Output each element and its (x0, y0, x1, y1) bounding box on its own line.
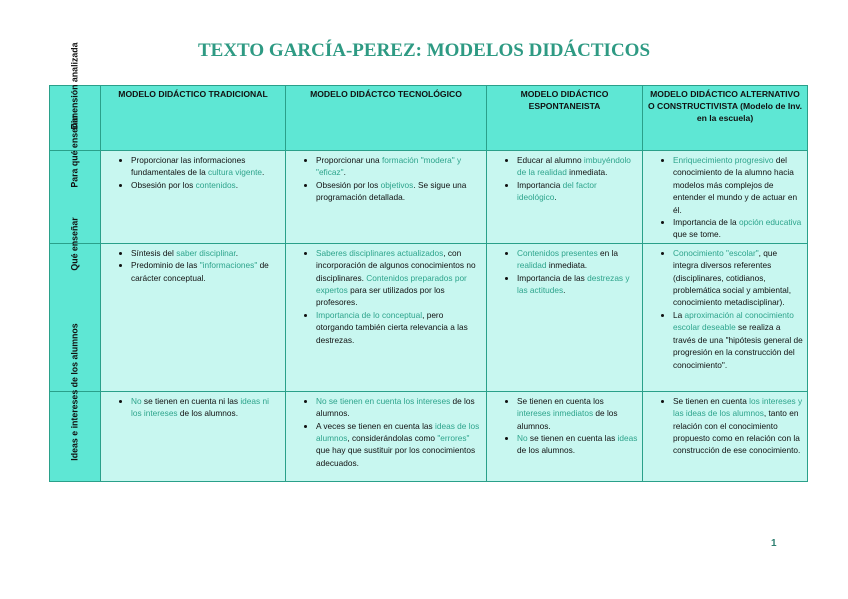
body-text: . Se sigue una programación detallada. (316, 179, 467, 203)
bullet-list (643, 244, 807, 373)
row-header-label: Ideas e intereses de los alumnos (69, 323, 80, 461)
row-header-cell (50, 323, 101, 481)
bullet-list (487, 151, 642, 206)
highlight-text: ideas ni los intereses (131, 395, 269, 419)
body-text: , con incorporación de algunos conocimientos no disciplinares. (316, 247, 476, 283)
highlight-text: aproximación al conocimiento escolar deseable (673, 309, 794, 333)
bullet-list (643, 392, 807, 459)
body-text: Síntesis del (131, 247, 177, 258)
table-cell (101, 151, 286, 244)
highlight-text: cultura vigente (208, 167, 262, 178)
highlight-text: realidad (517, 260, 547, 271)
body-text: Proporcionar una (316, 155, 382, 165)
row-header-label: Para qué enseñar (69, 114, 80, 188)
bullet-list (487, 392, 642, 459)
body-text: en la (597, 247, 619, 258)
bullet-list (101, 151, 285, 193)
list-item (131, 395, 281, 420)
list-item (131, 259, 281, 284)
body-text: se tienen en cuenta ni las (141, 395, 241, 406)
body-text: Predominio de las (131, 260, 200, 271)
body-text: , que integra diversos referentes (disciplinares, cotidianos, problemática social y ambiental, conocimiento metadisciplinar). (673, 247, 792, 308)
body-text: de los alumnos. (517, 445, 576, 456)
body-text: . (235, 247, 239, 258)
list-item (316, 179, 482, 204)
highlight-text: ideas de los alumnos (316, 420, 480, 444)
body-text: . (343, 167, 346, 178)
highlight-text: saber disciplinar (176, 247, 236, 258)
body-text: A veces se tienen en cuenta las (316, 420, 436, 431)
table-cell (487, 243, 643, 391)
body-text: , pero otorgando también cierta relevancia a las destrezas. (316, 309, 468, 345)
list-item (673, 395, 803, 457)
list-item (673, 216, 803, 241)
body-text: Educar al alumno (517, 155, 584, 165)
bullet-list (487, 244, 642, 299)
bullet-list (286, 151, 486, 206)
table-row (50, 151, 808, 244)
body-text: Proporcionar las informaciones fundamentales de la (131, 155, 246, 178)
highlight-text: "errores" (437, 433, 470, 444)
highlight-text: Contenidos presentes (517, 247, 598, 258)
body-text: del conocimiento de la alumno hacia modelos más complejos de entender el mundo y de actuar en él. (673, 155, 798, 215)
list-item (316, 395, 482, 420)
list-item (316, 420, 482, 470)
table-cell (487, 151, 643, 244)
highlight-text: Conocimiento "escolar" (673, 247, 759, 258)
table-cell (643, 391, 808, 481)
highlight-text: No (131, 395, 142, 406)
highlight-text: Enriquecimiento progresivo (673, 155, 774, 165)
body-text: . (262, 167, 265, 178)
body-text: Importancia de las (517, 272, 588, 283)
body-text: . (554, 192, 557, 203)
table-cell (286, 151, 487, 244)
body-text: inmediata. (546, 260, 588, 271)
bullet-list (101, 392, 285, 422)
column-header-traditional: MODELO DIDÁCTICO TRADICIONAL (101, 86, 286, 151)
body-text: Se tienen en cuenta los (517, 395, 604, 406)
body-text: se tienen en cuenta las (527, 433, 618, 444)
list-item (517, 272, 638, 297)
body-text: Importancia de la (673, 217, 739, 228)
body-text: Importancia (517, 179, 563, 190)
bullet-list (286, 392, 486, 471)
column-header-spontaneist: MODELO DIDÁCTICO ESPONTANEISTA (487, 86, 643, 151)
body-text: que se tome. (673, 229, 721, 240)
table-row (50, 391, 808, 481)
table-cell (286, 243, 487, 391)
list-item (673, 154, 803, 216)
header-row (50, 86, 808, 151)
table-cell (487, 391, 643, 481)
highlight-text: contenidos (195, 179, 236, 190)
body-text: para ser utilizados por los profesores. (316, 285, 445, 308)
list-item (517, 395, 638, 432)
highlight-text: imbuyéndolo de la realidad (517, 155, 631, 178)
list-item (131, 247, 281, 259)
list-item (131, 179, 281, 191)
highlight-text: del factor ideológico (517, 179, 597, 203)
list-item (673, 309, 803, 371)
list-item (316, 154, 482, 179)
highlight-text: intereses inmediatos (517, 408, 594, 419)
table-cell (643, 243, 808, 391)
page-title: TEXTO GARCÍA-PEREZ: MODELOS DIDÁCTICOS (197, 40, 651, 61)
bullet-list (101, 244, 285, 286)
table-cell (101, 243, 286, 391)
list-item (673, 247, 803, 309)
list-item (316, 247, 482, 309)
list-item (517, 432, 638, 457)
highlight-text: No (517, 433, 528, 444)
highlight-text: Saberes disciplinares actualizados (316, 247, 444, 258)
highlight-text: Importancia de lo conceptual (316, 309, 423, 320)
body-text: . (563, 285, 566, 296)
table-cell (286, 391, 487, 481)
body-text: Se tienen en cuenta (673, 395, 750, 406)
highlight-text: los intereses y las ideas de los alumnos (673, 395, 803, 419)
highlight-text: formación "modera" y "eficaz" (316, 155, 462, 178)
list-item (316, 309, 482, 346)
body-text: , considerándolas como (347, 433, 438, 444)
highlight-text: opción educativa (738, 217, 802, 228)
page-number: 1 (771, 538, 777, 549)
row-header-label: Qué enseñar (69, 217, 80, 271)
list-item (517, 247, 638, 272)
body-text: se realiza a través de una "hipótesis general de progresión en la construcción del conocimiento". (673, 322, 803, 370)
list-item (131, 154, 281, 179)
body-text: que hay que sustituir por los conocimientos adecuados. (316, 445, 476, 468)
body-text: La (673, 309, 685, 320)
column-header-technological: MODELO DIDÁCTCO TECNOLÓGICO (286, 86, 487, 151)
highlight-text: objetivos (380, 179, 414, 190)
list-item (517, 179, 638, 204)
column-header-alternative: MODELO DIDÁCTICO ALTERNATIVO O CONSTRUCTIVISTA (Modelo de Inv. en la escuela) (643, 86, 808, 151)
highlight-text: ideas (617, 433, 638, 444)
table-row (50, 243, 808, 391)
body-text: de los alumnos. (316, 395, 475, 419)
body-text: inmediata. (566, 167, 608, 178)
list-item (517, 154, 638, 179)
body-text: Obsesión por los (131, 179, 196, 190)
highlight-text: destrezas y las actitudes (517, 272, 630, 296)
body-text: de carácter conceptual. (131, 260, 269, 283)
body-text: de los alumnos. (177, 408, 238, 419)
bullet-list (643, 151, 807, 243)
corner-header-label: Dimensión analizada (69, 42, 80, 130)
table-cell (643, 151, 808, 244)
table-cell (101, 391, 286, 481)
body-text: , tanto en relación con el conocimiento propuesto como en relación con la construcción de ese conocimiento. (673, 408, 801, 456)
body-text: de los alumnos. (517, 408, 618, 431)
bullet-list (286, 244, 486, 348)
highlight-text: "informaciones" (199, 260, 258, 271)
body-text: Obsesión por los (316, 179, 381, 190)
highlight-text: No se tienen en cuenta los intereses (316, 395, 451, 406)
body-text: . (235, 179, 239, 190)
highlight-text: Contenidos preparados por expertos (316, 272, 467, 296)
